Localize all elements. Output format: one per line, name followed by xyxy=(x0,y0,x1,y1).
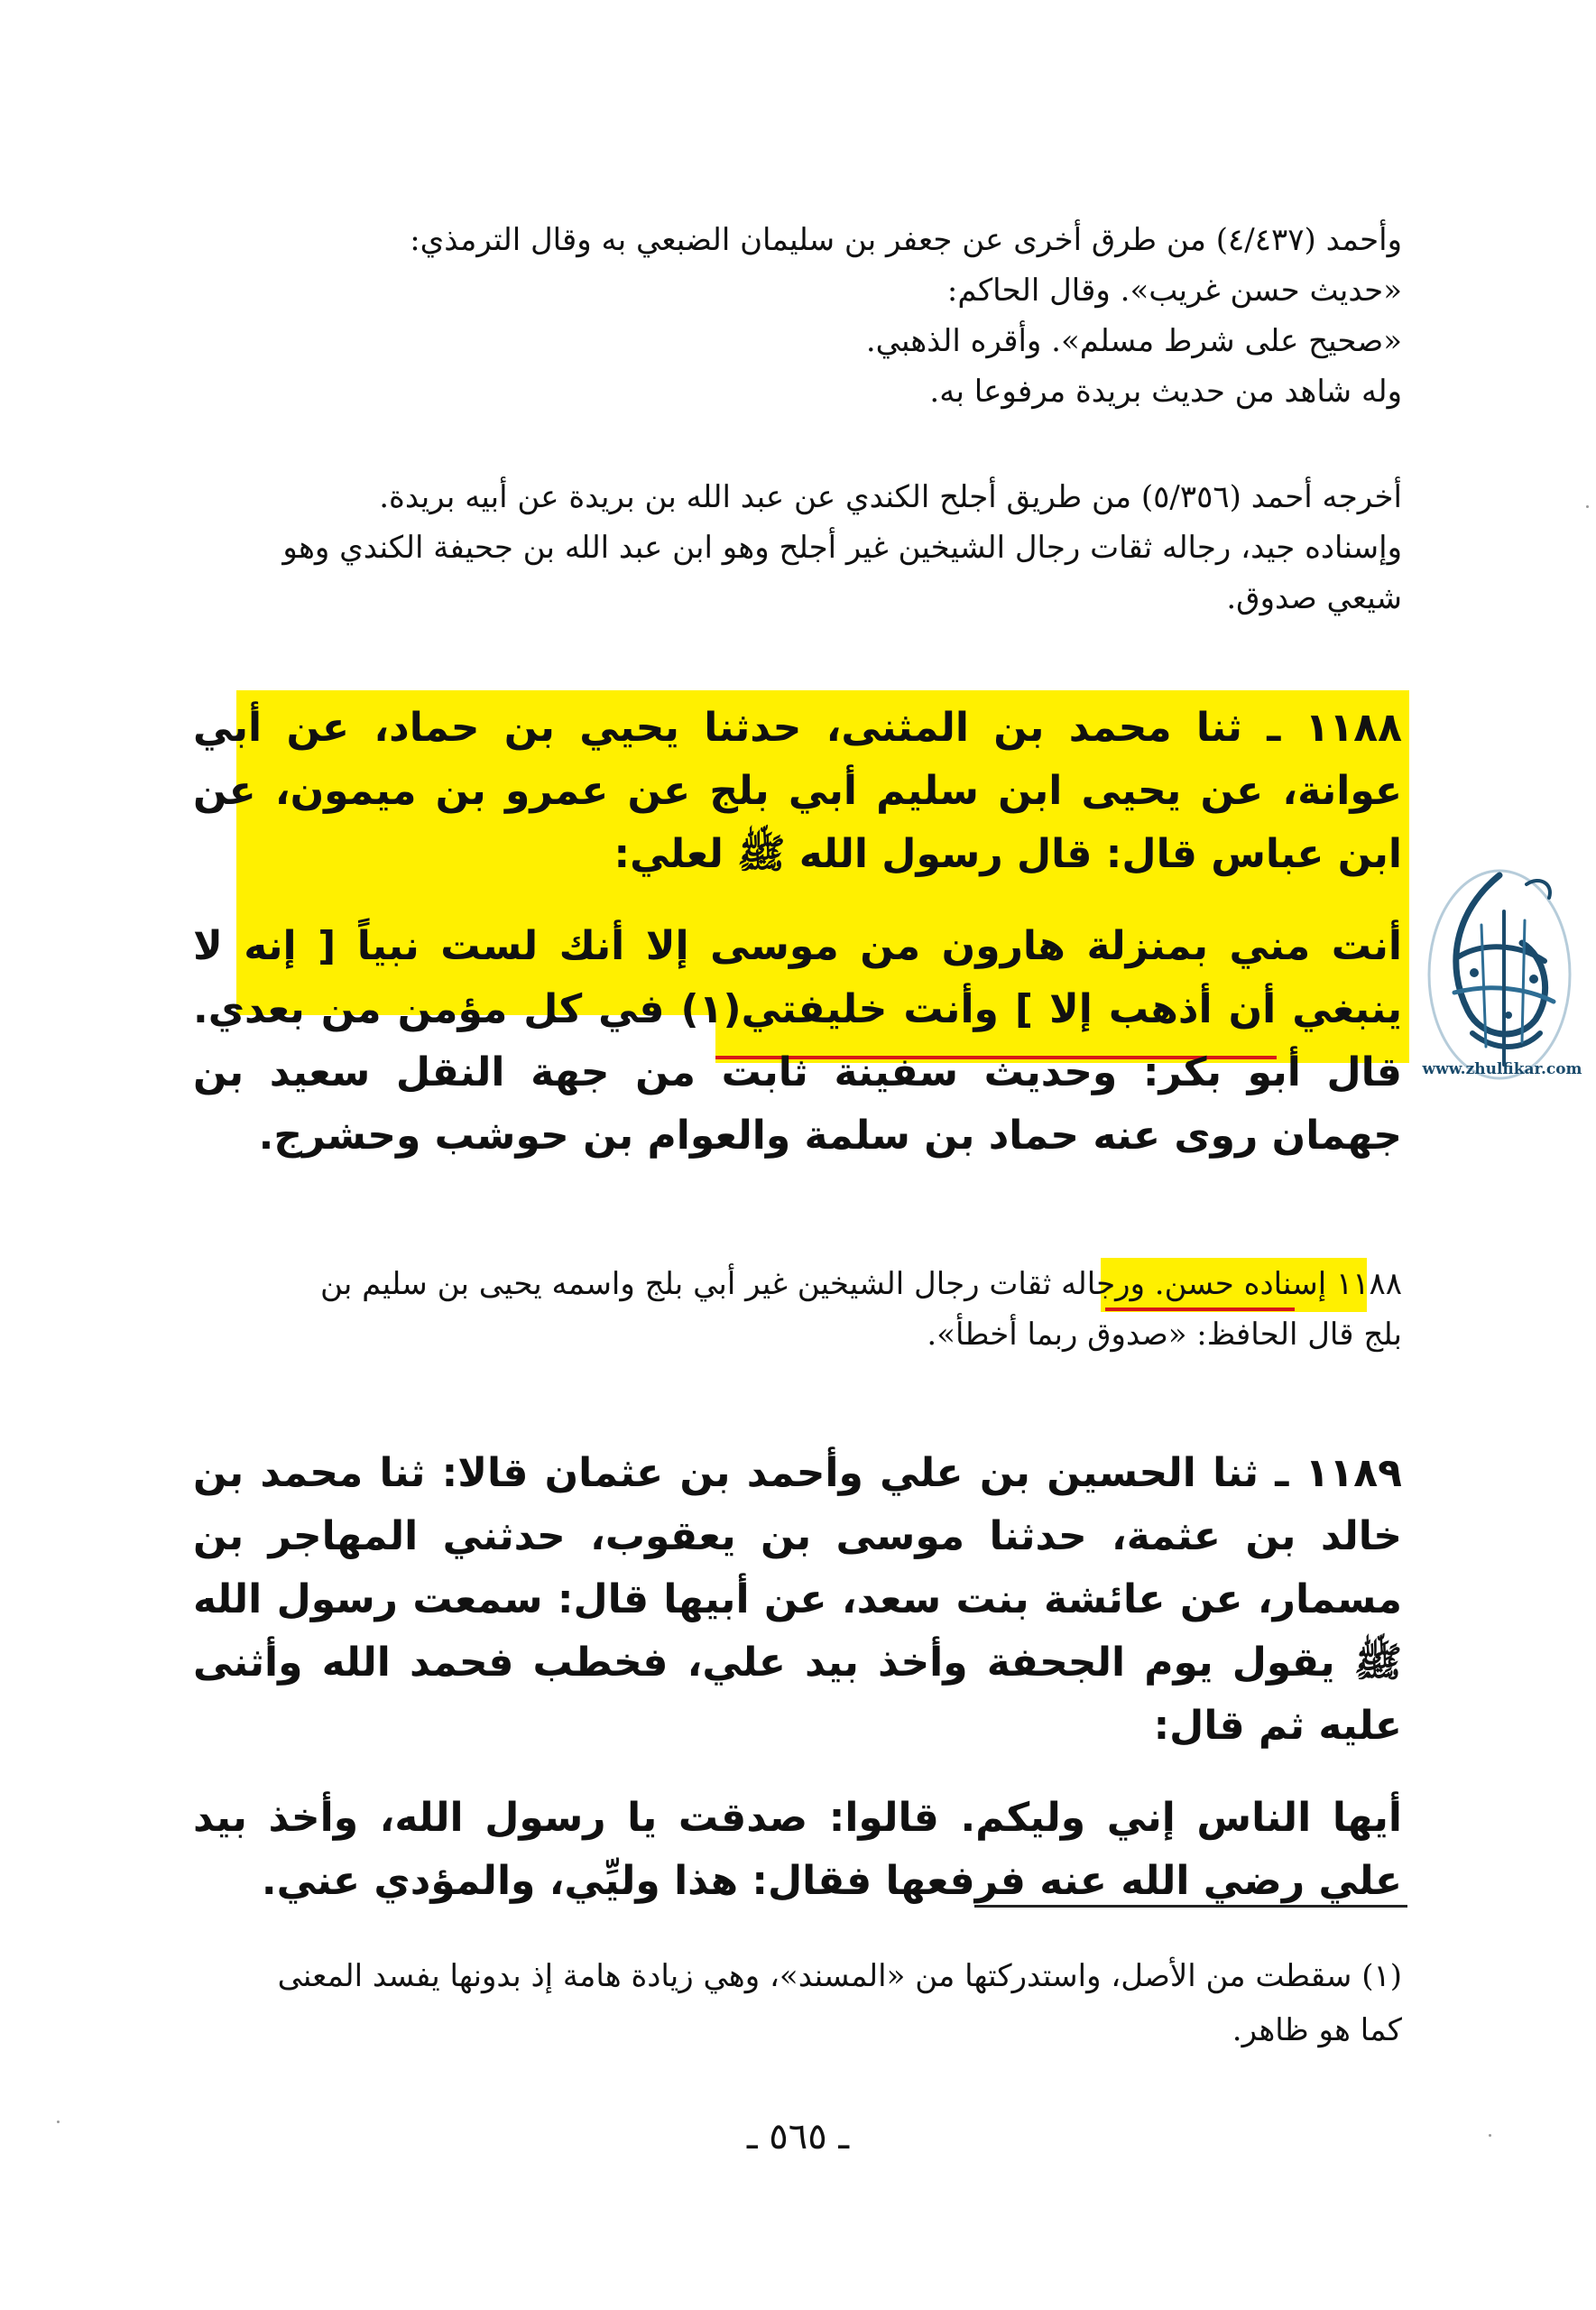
note-line: «حديث حسن غريب». وقال الحاكم: xyxy=(946,273,1402,309)
note-1188 xyxy=(175,1259,1402,1360)
note-line: «صحيح على شرط مسلم». وأقره الذهبي. xyxy=(865,323,1402,359)
second-notes xyxy=(175,472,1402,624)
hadith-isnad: ١١٨٩ ـ ثنا الحسين بن علي وأحمد بن عثمان قالا: ثنا محمد بن خالد بن عثمة، حدثنا موسى بن يعقوب، حدثني المهاجر بن مسمار، عن عائشة بنت سعد، عن أبيها قال: سمعت رسول الله ﷺ يقول يوم الجحفة وأخذ بيد علي، فخطب فحمد الله وأثنى عليه ثم قال: xyxy=(193,1450,1402,1749)
footnote-line: (١) سقطت من الأصل، واستدركتها من «المسند»، وهي زيادة هامة إذ بدونها يفسد المعنى xyxy=(277,1958,1402,1994)
scan-speck xyxy=(1489,2134,1491,2137)
page-number: ـ ٥٦٥ ـ xyxy=(746,2116,850,2158)
footnote-line: كما هو ظاهر. xyxy=(1232,2012,1402,2048)
note-line: ١١٨٨ إسناده حسن. ورجاله ثقات رجال الشيخين غير أبي بلج واسمه يحيى بن سليم بن xyxy=(320,1266,1402,1302)
note-line: وأحمد (٤/٤٣٧) من طرق أخرى عن جعفر بن سليمان الضبعي به وقال الترمذي: xyxy=(410,222,1402,258)
note-line: أخرجه أحمد (٥/٣٥٦) من طريق أجلح الكندي عن عبد الله بن بريدة عن أبيه بريدة. xyxy=(379,479,1402,515)
note-line: وإسناده جيد، رجاله ثقات رجال الشيخين غير أجلح وهو ابن عبد الله بن جحيفة الكندي وهو xyxy=(282,530,1402,566)
top-notes xyxy=(175,215,1402,417)
hadith-isnad: ١١٨٨ ـ ثنا محمد بن المثنى، حدثنا يحيي بن حماد، عن أبي عوانة، عن يحيى ابن سليم أبي بلج عن عمرو بن ميمون، عن ابن عباس قال: قال رسول الله ﷺ لعلي: xyxy=(193,705,1402,877)
scan-speck xyxy=(57,2121,60,2123)
scan-speck xyxy=(1586,505,1589,508)
watermark-url: www.zhulfikar.com xyxy=(1422,1060,1582,1078)
footnote xyxy=(193,1949,1402,2057)
hadith-1188 xyxy=(193,697,1402,1168)
calligraphy-logo xyxy=(1418,857,1581,1092)
hadith-matn: أيها الناس إني وليكم. قالوا: صدقت يا رسول الله، وأخذ بيد علي رضي الله عنه فرفعها فقال: هذا وليِّي، والمؤدي عني. xyxy=(193,1795,1402,1904)
hadith-1189 xyxy=(193,1442,1402,1913)
footnote-separator xyxy=(974,1905,1407,1908)
hadith-matn: أنت مني بمنزلة هارون من موسى إلا أنك لست نبياً [ إنه لا ينبغي أن أذهب إلا ] وأنت خليفتي(١) في كل مؤمن من بعدي. قال أبو بكر: وحديث سفينة ثابت من جهة النقل سعيد بن جهمان روى عنه حماد بن سلمة والعوام بن حوشب وحشرج. xyxy=(193,923,1402,1159)
note-line: بلج قال الحافظ: «صدوق ربما أخطأ». xyxy=(927,1317,1402,1353)
note-line: وله شاهد من حديث بريدة مرفوعا به. xyxy=(929,374,1402,410)
note-line: شيعي صدوق. xyxy=(1226,580,1402,616)
